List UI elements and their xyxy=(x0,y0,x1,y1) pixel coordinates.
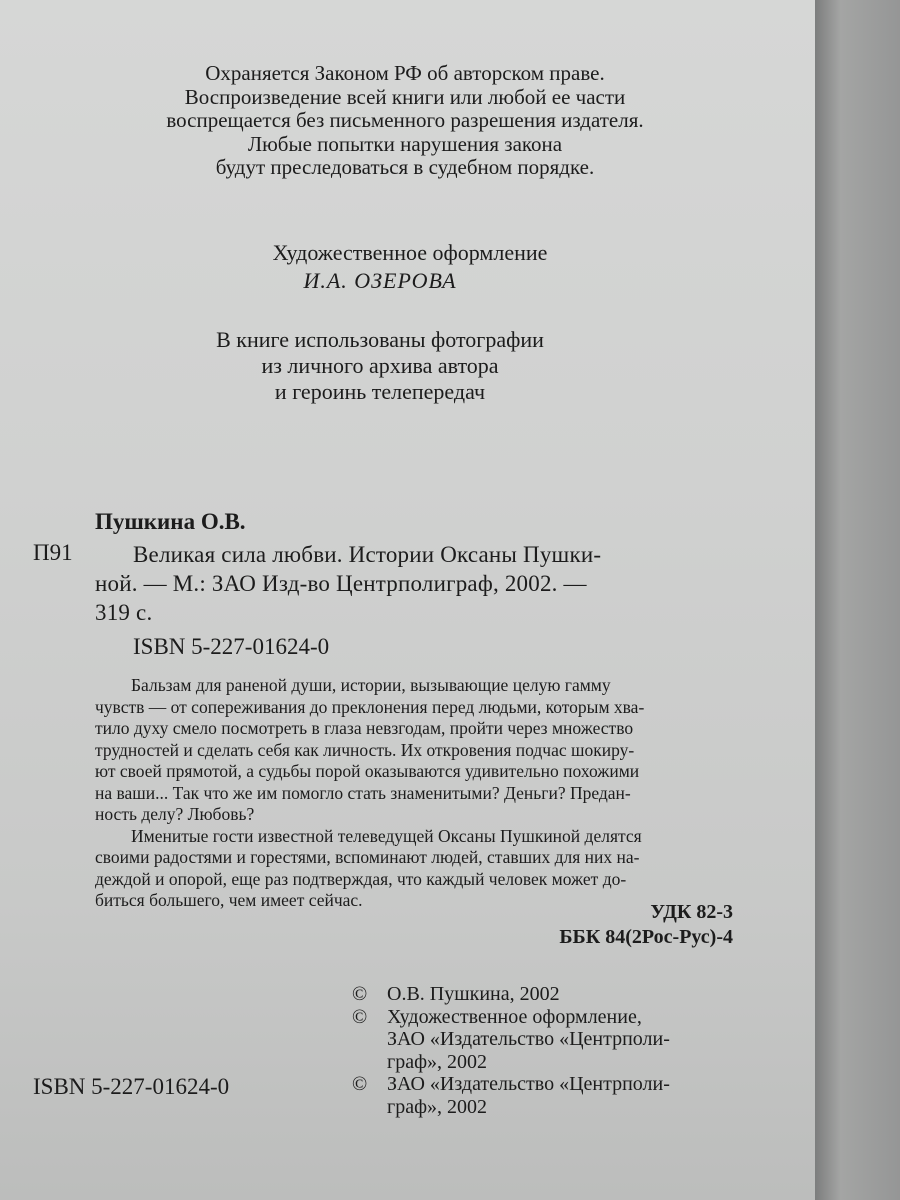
page-gutter xyxy=(815,0,900,1200)
catalog-isbn: ISBN 5-227-01624-0 xyxy=(133,634,330,659)
abstract-line: чувств — от сопереживания до преклонения перед людьми, которым хва- xyxy=(95,696,645,717)
copyright-symbol: © xyxy=(352,1073,368,1095)
copyright-entry xyxy=(352,1073,752,1118)
copyright-symbol: © xyxy=(352,983,368,1005)
abstract-line: своими радостями и горестями, вспоминают людей, ставших для них на- xyxy=(95,847,640,867)
copyright-line: О.В. Пушкина, 2002 xyxy=(387,983,560,1005)
bbk-code: ББК 84(2Рос-Рус)-4 xyxy=(559,926,733,948)
copyright-line: ЗАО «Издательство «Центрполи- xyxy=(387,1073,670,1095)
design-credit-label: Художественное оформление xyxy=(272,240,548,265)
photo-credit-line: из личного архива автора xyxy=(261,353,499,378)
photo-credit xyxy=(90,327,670,405)
bibliographic-description xyxy=(95,540,735,627)
copyright-line: граф», 2002 xyxy=(387,1050,488,1073)
abstract-line: тило духу смело посмотреть в глаза невзгодам, пройти через множество xyxy=(95,718,634,738)
abstract-line: Именитые гости известной телеведущей Оксаны Пушкиной делятся xyxy=(131,825,642,846)
copyright-line: ЗАО «Издательство «Центрполи- xyxy=(387,1028,670,1050)
abstract-line: ют своей прямотой, а судьбы порой оказываются удивительно похожими xyxy=(95,761,640,781)
copyright-entry xyxy=(352,983,752,1006)
catalog-author: Пушкина О.В. xyxy=(95,509,246,534)
copyright-symbol: © xyxy=(352,1005,368,1028)
abstract-line: ность делу? Любовь? xyxy=(95,804,255,824)
catalog-code: П91 xyxy=(33,540,73,565)
notice-line: Воспроизведение всей книги или любой ее части xyxy=(184,84,626,109)
abstract-line: трудностей и сделать себя как личность. Их откровения подчас шокиру- xyxy=(95,739,635,760)
copyright-list xyxy=(352,983,752,1118)
bib-line: Великая сила любви. Истории Оксаны Пушки- xyxy=(133,542,602,567)
abstract-line: Бальзам для раненой души, истории, вызывающие целую гамму xyxy=(131,675,611,695)
classification-codes xyxy=(450,900,733,950)
photo-credit-line: В книге использованы фотографии xyxy=(216,327,544,352)
isbn-bottom: ISBN 5-227-01624-0 xyxy=(33,1074,230,1099)
copyright-line: Художественное оформление, xyxy=(387,1005,642,1028)
bib-line: ной. — М.: ЗАО Изд-во Центрполиграф, 2002. — xyxy=(95,571,587,596)
notice-line: воспрещается без письменного разрешения издателя. xyxy=(166,108,644,132)
notice-line: Охраняется Законом РФ об авторском праве. xyxy=(205,61,605,85)
copyright-notice xyxy=(95,62,715,180)
photo-credit-line: и героинь телепередач xyxy=(274,379,486,404)
abstract-line: деждой и опорой, еще раз подтверждая, что каждый человек может до- xyxy=(95,868,627,889)
copyright-entry xyxy=(352,1006,752,1074)
bib-line: 319 с. xyxy=(95,600,153,625)
abstract-line: на ваши... Так что же им помогло стать знаменитыми? Деньги? Предан- xyxy=(95,782,631,803)
copyright-line: граф», 2002 xyxy=(387,1095,488,1118)
book-abstract xyxy=(95,675,745,912)
udk-code: УДК 82-3 xyxy=(650,901,733,923)
designer-name: И.А. ОЗЕРОВА xyxy=(303,268,457,293)
notice-line: будут преследоваться в судебном порядке. xyxy=(215,155,595,179)
notice-line: Любые попытки нарушения закона xyxy=(247,131,563,156)
abstract-line: биться большего, чем имеет сейчас. xyxy=(95,890,363,910)
